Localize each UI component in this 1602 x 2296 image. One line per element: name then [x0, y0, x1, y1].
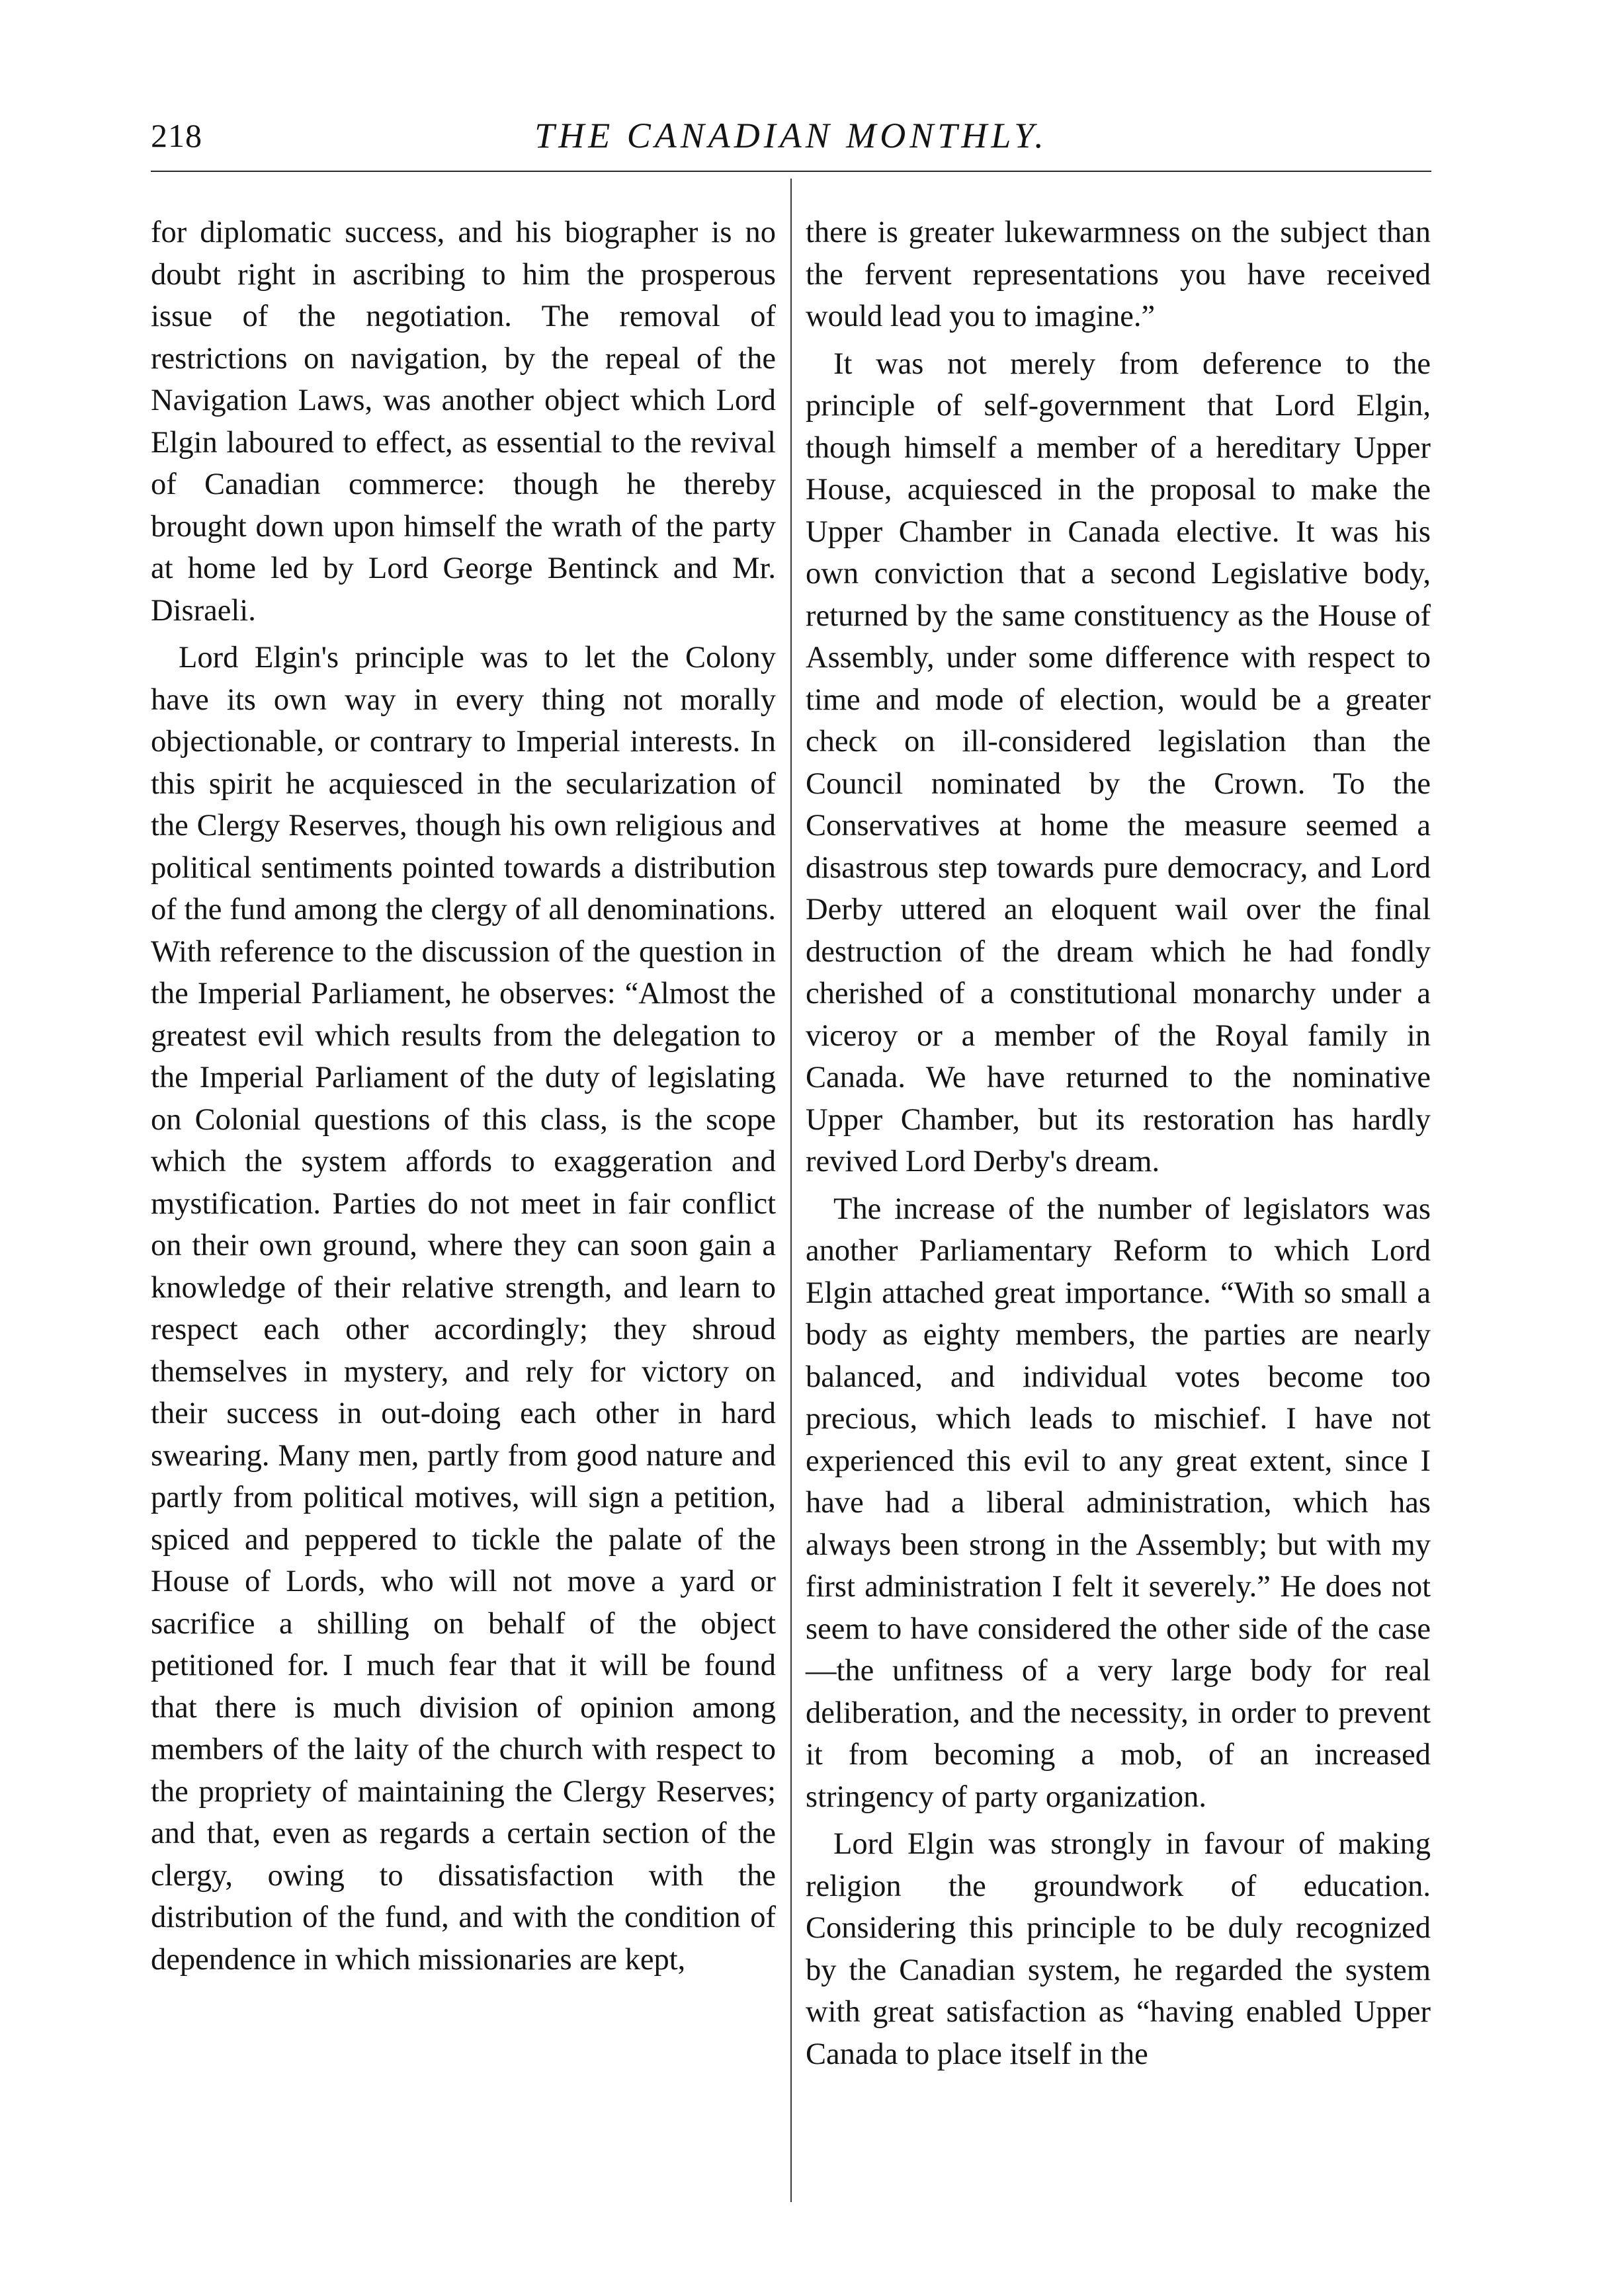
page-number: 218: [151, 117, 202, 154]
paragraph: for diplomatic success, and his biographer is no doubt right in ascribing to him the prosperous issue of the negotiation. The removal of restrictions on navigation, by the repeal of the Navigation Laws, was another object which Lord Elgin laboured to effect, as essential to the revival of Canadian commerce: though he thereby brought down upon himself the wrath of the party at home led by Lord George Bentinck and Mr. Disraeli.: [151, 216, 776, 628]
running-head: [151, 112, 1431, 165]
journal-title: THE CANADIAN MONTHLY.: [534, 116, 1048, 155]
column-divider: [790, 179, 792, 2202]
paragraph: It was not merely from deference to the principle of self-government that Lord Elgin, though himself a member of a hereditary Upper House, acquiesced in the proposal to make the Upper Chamber in Canada elective. It was his own conviction that a second Legislative body, returned by the same constituency as the House of Assembly, under some difference with respect to time and mode of election, would be a greater check on ill-considered legislation than the Council nominated by the Crown. To the Conservatives at home the measure seemed a disastrous step towards pure democracy, and Lord Derby uttered an eloquent wail over the final destruction of the dream which he had fondly cherished of a constitutional monarchy under a viceroy or a member of the Royal family in Canada. We have returned to the nominative Upper Chamber, but its restoration has hardly revived Lord Derby's dream.: [806, 347, 1431, 1178]
paragraph: The increase of the number of legislators was another Parliamentary Reform to which Lord Elgin attached great importance. “With so small a body as eighty members, the parties are nearly balanced, and individual votes become too precious, which leads to mischief. I have not experienced this evil to any great extent, since I have had a liberal administration, which has always been strong in the Assembly; but with my first administration I felt it severely.” He does not seem to have considered the other side of the case—the unfitness of a very large body for real deliberation, and the necessity, in order to prevent it from becoming a mob, of an increased stringency of party organization.: [806, 1192, 1431, 1814]
right-column: [806, 212, 1431, 2075]
paragraph: Lord Elgin's principle was to let the Colony have its own way in every thing not morally objectionable, or contrary to Imperial interests. In this spirit he acquiesced in the secularization of the Clergy Reserves, though his own religious and political sentiments pointed towards a distribution of the fund among the clergy of all denominations. With reference to the discussion of the question in the Imperial Parliament, he observes: “Almost the greatest evil which results from the delegation to the Imperial Parliament of the duty of legislating on Colonial questions of this class, is the scope which the system affords to exaggeration and mystification. Parties do not meet in fair conflict on their own ground, where they can soon gain a knowledge of their relative strength, and learn to respect each other accordingly; they shroud themselves in mystery, and rely for victory on their success in out-doing each other in hard swearing. Many men, partly from good nature and partly from political motives, will sign a petition, spiced and peppered to tickle the palate of the House of Lords, who will not move a yard or sacrifice a shilling on behalf of the object petitioned for. I much fear that it will be found that there is much division of opinion among members of the laity of the church with respect to the propriety of maintaining the Clergy Reserves; and that, even as regards a certain section of the clergy, owing to dissatisfaction with the distribution of the fund, and with the condition of dependence in which missionaries are kept,: [151, 641, 776, 1977]
left-column: [151, 212, 776, 1981]
paragraph: Lord Elgin was strongly in favour of making religion the groundwork of education. Considering this principle to be duly recognized by the Canadian system, he regarded the system with great satisfaction as “having enabled Upper Canada to place itself in the: [806, 1827, 1431, 2071]
paragraph: there is greater lukewarmness on the subject than the fervent representations you have received would lead you to imagine.”: [806, 216, 1431, 333]
header-rule: [151, 171, 1431, 172]
